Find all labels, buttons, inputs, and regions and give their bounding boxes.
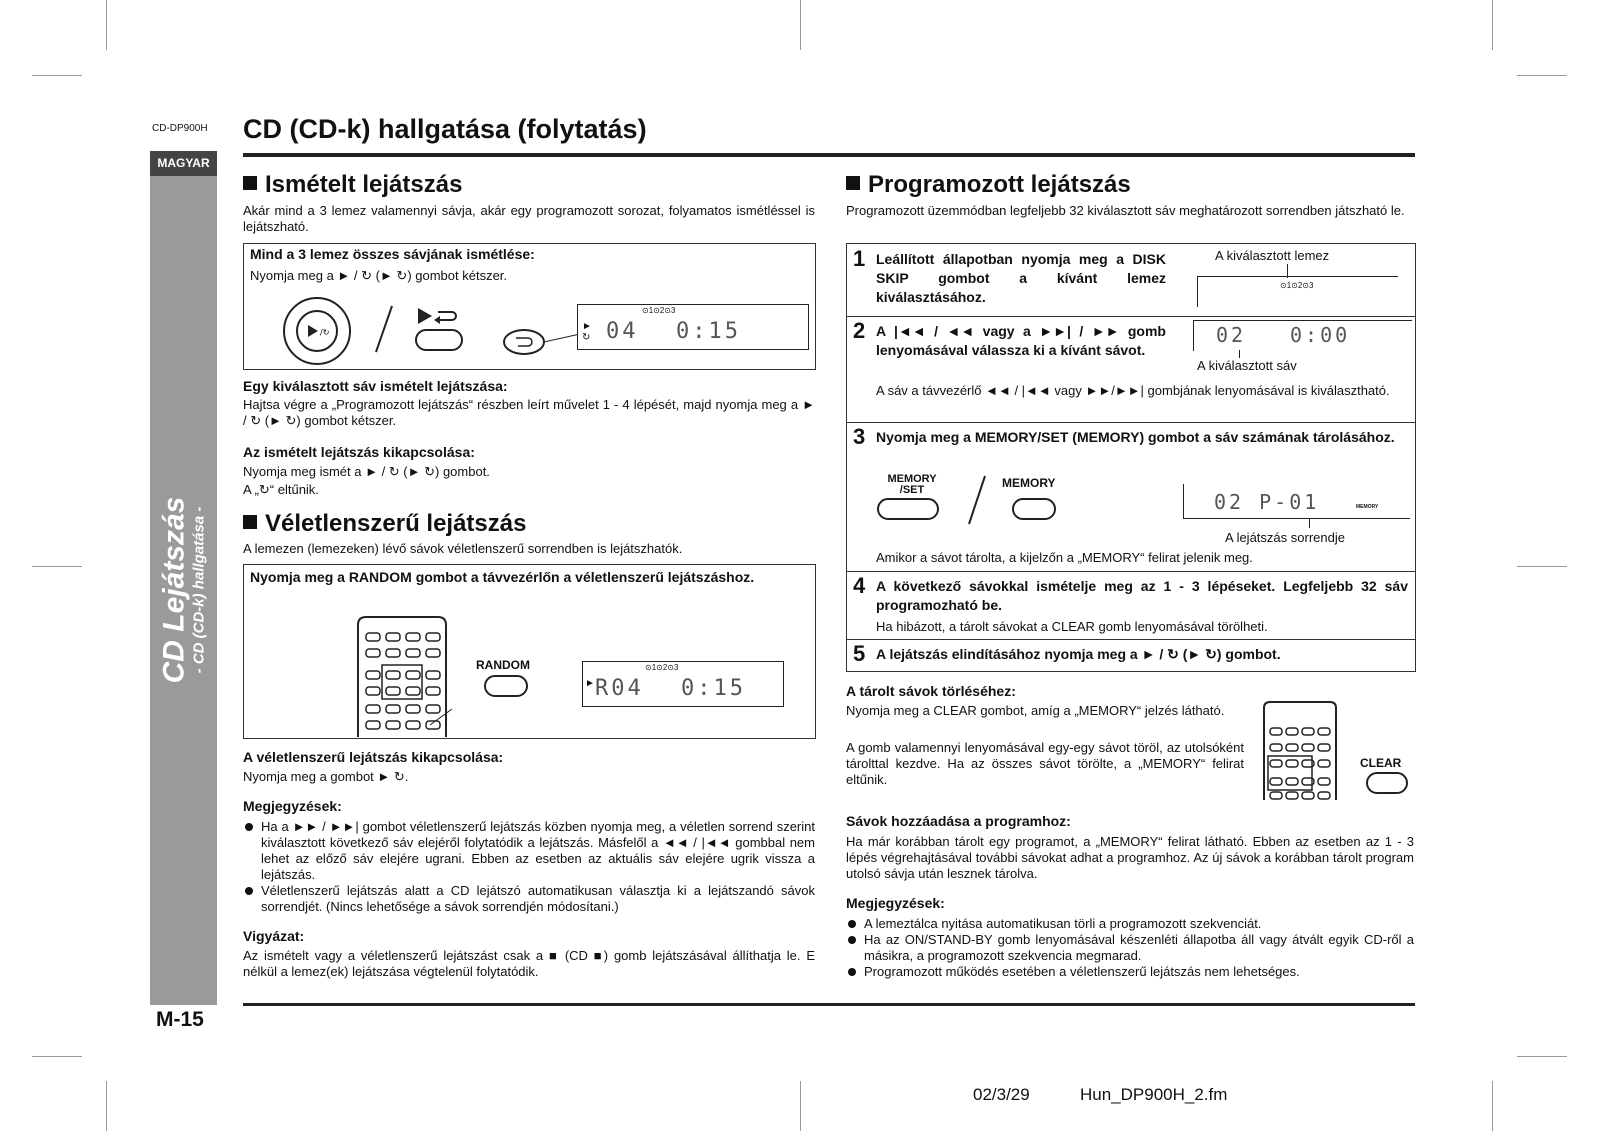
- caption-leader: [1239, 350, 1240, 358]
- lcd-memory-tag: MEMORY: [1356, 504, 1379, 510]
- memory-button-label: MEMORY: [1002, 476, 1056, 490]
- lcd-program: 02 P-01: [1214, 490, 1320, 514]
- step-text: A lejátszás elindításához nyomja meg a ► / ↻ (► ↻) gombot.: [876, 646, 1281, 662]
- list-item: Ha az ON/STAND-BY gomb lenyomásával készenléti állapotba áll vagy átvált egyik CD-ről a másikra, a programozott szekvencia megmarad.: [846, 932, 1414, 964]
- caution-title: Vigyázat:: [243, 928, 305, 944]
- clear-text-2: A gomb valamennyi lenyomásával egy-egy sávot töröl, az utolsóként tárolttal kezdve. Ha az összes sávot törölte, a „MEMORY“ felirat eltűnik.: [846, 740, 1244, 787]
- random-box: [243, 564, 816, 739]
- repeat-single-title: Egy kiválasztott sáv ismételt lejátszása:: [243, 378, 508, 394]
- step-text: Leállított állapotban nyomja meg a DISK SKIP gombot a kívánt lemez kiválasztásához.: [876, 251, 1166, 305]
- disc-lcd-fragment: [1197, 276, 1398, 307]
- play-order-caption: A lejátszás sorrendje: [1225, 530, 1345, 545]
- step-number: 1: [853, 246, 866, 271]
- square-bullet-icon: [243, 176, 257, 190]
- memory-lcd-fragment: [1183, 484, 1410, 519]
- program-step-2: [846, 316, 1416, 423]
- step-note: Ha hibázott, a tárolt sávokat a CLEAR gomb lenyomásával törölheti.: [876, 619, 1268, 634]
- repeat-all-box: [243, 243, 816, 370]
- disc-indicator: ⊙1⊙2⊙3: [642, 306, 676, 315]
- clear-text: Nyomja meg a CLEAR gombot, amíg a „MEMORY“ jelzés látható.: [846, 703, 1225, 718]
- disc-indicator: ⊙1⊙2⊙3: [1280, 281, 1314, 290]
- crop-mark: [800, 0, 801, 50]
- repeat-heading: [243, 171, 462, 199]
- print-date: 02/3/29: [973, 1085, 1030, 1104]
- crop-mark: [800, 1081, 801, 1131]
- step-number: 3: [853, 424, 866, 449]
- program-heading: [846, 171, 1131, 199]
- program-notes-list: [846, 916, 1414, 980]
- program-step-1: [846, 243, 1416, 317]
- repeat-off-title: Az ismételt lejátszás kikapcsolása:: [243, 444, 475, 460]
- memory-button-icon: [1012, 498, 1056, 520]
- crop-mark: [1492, 0, 1493, 50]
- crop-mark: [106, 1081, 107, 1131]
- play-indicator: ►: [585, 678, 595, 689]
- random-intro: A lemezen (lemezeken) lévő sávok véletlenszerű sorrendben is lejátszhatók.: [243, 541, 683, 556]
- list-item: Programozott működés esetében a véletlenszerű lejátszás nem lehetséges.: [846, 964, 1414, 980]
- program-step-4: [846, 571, 1416, 640]
- step-text: A következő sávokkal ismételje meg az 1 - 3 lépéseket. Legfeljebb 32 sáv programozható be.: [876, 578, 1408, 613]
- random-heading: [243, 510, 526, 538]
- add-text: Ha már korábban tárolt egy programot, a „MEMORY“ felirat látható. Ebben az esetben az 1 - 3 lépés végrehajtásával további sávokat adhat a programhoz. Az új sávok a korábban tárolt program utolsó sávja után lesznek tárolva.: [846, 834, 1414, 881]
- page-title: CD (CD-k) hallgatása (folytatás): [243, 114, 647, 144]
- random-notes-title: Megjegyzések:: [243, 798, 342, 814]
- sidebar-title: [159, 497, 208, 684]
- program-step-5: [846, 639, 1416, 672]
- add-title: Sávok hozzáadása a programhoz:: [846, 813, 1071, 829]
- repeat-off-text2: A „↻“ eltűnik.: [243, 482, 319, 497]
- remote-control-icon: [1260, 698, 1340, 800]
- play-repeat-button-icon: [414, 306, 470, 352]
- slash-divider: [965, 474, 989, 526]
- clear-button-label: CLEAR: [1360, 756, 1402, 770]
- caption-leader: [1309, 518, 1310, 528]
- lcd-time: 0:15: [681, 676, 746, 701]
- lcd-track-number: 04: [606, 319, 639, 344]
- repeat-all-title: Mind a 3 lemez összes sávjának ismétlése:: [250, 246, 535, 262]
- repeat-single-text: Hajtsa végre a „Programozott lejátszás“ részben leírt művelet 1 - 4 lépését, majd nyomja meg a ► / ↻ (► ↻) gombot kétszer.: [243, 397, 815, 428]
- slash-divider: [372, 304, 396, 354]
- list-item: Véletlenszerű lejátszás alatt a CD lejátszó automatikusan választja ki a lejátszandó sávok sorrendjét. (Nincs lehetősége a sávok sorrendjén módosítani.): [243, 883, 815, 915]
- step-text: A |◄◄ / ◄◄ vagy a ►►| / ►► gomb lenyomásával válassza ki a kívánt sávot.: [876, 323, 1166, 358]
- sidebar-main-title: CD Lejátszás: [157, 496, 191, 684]
- square-bullet-icon: [846, 176, 860, 190]
- step-number: 2: [853, 318, 866, 343]
- lcd-random-track: R04: [595, 676, 644, 701]
- language-tab: MAGYAR: [150, 151, 217, 176]
- list-item: Ha a ►► / ►►| gombot véletlenszerű lejátszás közben nyomja meg, a véletlen sorrend szerint kiválasztott következő sáv elejéről folytatódik a lejátszás. Másfelől a ◄◄ / |◄◄ gombbal nem lehet az előző sáv elejére ugrani. Ebben az esetben az aktuális sáv elejére ugrik vissza a lejátszás.: [243, 819, 815, 883]
- repeat-intro: Akár mind a 3 lemez valamennyi sávja, akár egy programozott sorozat, folyamatos ismétléssel is lejátszható.: [243, 203, 815, 234]
- selected-track-caption: A kiválasztott sáv: [1197, 358, 1297, 373]
- square-bullet-icon: [243, 515, 257, 529]
- random-box-title: Nyomja meg a RANDOM gombot a távvezérlőn a véletlenszerű lejátszáshoz.: [250, 569, 755, 585]
- crop-mark: [1517, 566, 1567, 567]
- svg-text:/↻: /↻: [320, 328, 330, 337]
- sidebar-subtitle: - CD (CD-k) hallgatása -: [190, 506, 208, 674]
- list-item: A lemeztálca nyitása automatikusan törli a programozott szekvenciát.: [846, 916, 1414, 932]
- file-name: Hun_DP900H_2.fm: [1080, 1085, 1228, 1104]
- caption-leader: [1287, 264, 1288, 278]
- repeat-all-text: Nyomja meg a ► / ↻ (► ↻) gombot kétszer.: [250, 268, 508, 283]
- program-notes-title: Megjegyzések:: [846, 895, 945, 911]
- crop-mark: [32, 1056, 82, 1057]
- repeat-indicator-callout: [502, 324, 582, 360]
- page-number: M-15: [156, 1008, 204, 1031]
- crop-mark: [1517, 75, 1567, 76]
- model-number: CD-DP900H: [152, 123, 208, 134]
- crop-mark: [106, 0, 107, 50]
- program-intro: Programozott üzemmódban legfeljebb 32 kiválasztott sáv meghatározott sorrendben játszható le.: [846, 203, 1405, 218]
- step-note: Amikor a sávot tárolta, a kijelzőn a „MEMORY“ felirat jelenik meg.: [876, 550, 1253, 565]
- random-lcd-display: [582, 661, 784, 707]
- selected-disc-caption: A kiválasztott lemez: [1215, 248, 1330, 263]
- repeat-lcd-display: [577, 304, 809, 350]
- memory-set-button-label: MEMORY /SET: [887, 473, 937, 496]
- remote-control-icon: [352, 613, 452, 737]
- crop-mark: [32, 566, 82, 567]
- caution-text: Az ismételt vagy a véletlenszerű lejátszást csak a ■ (CD ■) gomb lejátszásával állíthatja le. E nélkül a lemez(ek) lejátszása végtelenül folytatódik.: [243, 948, 815, 979]
- clear-title: A tárolt sávok törléséhez:: [846, 683, 1016, 699]
- step-number: 4: [853, 573, 866, 598]
- clear-button-icon: [1366, 772, 1408, 794]
- program-heading-text: Programozott lejátszás: [868, 171, 1131, 198]
- memory-set-button-icon: [877, 498, 939, 520]
- repeat-heading-text: Ismételt lejátszás: [265, 171, 463, 198]
- play-repeat-indicator: ► ↻: [582, 321, 592, 343]
- lcd-time: 0:15: [676, 319, 741, 344]
- step-note: A sáv a távvezérlő ◄◄ / |◄◄ vagy ►►/►►| gombjának lenyomásával is kiválasztható.: [876, 383, 1390, 398]
- footer-rule: [243, 1003, 1415, 1006]
- random-off-title: A véletlenszerű lejátszás kikapcsolása:: [243, 749, 504, 765]
- track-lcd-fragment: [1193, 320, 1412, 351]
- random-heading-text: Véletlenszerű lejátszás: [265, 510, 527, 537]
- crop-mark: [32, 75, 82, 76]
- header-rule: [243, 153, 1415, 157]
- random-button-label: RANDOM: [476, 658, 530, 672]
- random-button-icon: [484, 675, 528, 697]
- random-off-text: Nyomja meg a gombot ► ↻.: [243, 769, 409, 784]
- crop-mark: [1492, 1081, 1493, 1131]
- crop-mark: [1517, 1056, 1567, 1057]
- step-number: 5: [853, 641, 866, 666]
- play-repeat-knob-icon: [282, 296, 352, 366]
- program-step-3: [846, 422, 1416, 572]
- lcd-track-number: 02: [1216, 323, 1247, 347]
- lcd-time: 0:00: [1290, 323, 1351, 347]
- step-text: Nyomja meg a MEMORY/SET (MEMORY) gombot a sáv számának tárolásához.: [876, 429, 1395, 445]
- repeat-off-text: Nyomja meg ismét a ► / ↻ (► ↻) gombot.: [243, 464, 490, 479]
- random-notes-list: [243, 819, 815, 915]
- disc-indicator: ⊙1⊙2⊙3: [645, 663, 679, 672]
